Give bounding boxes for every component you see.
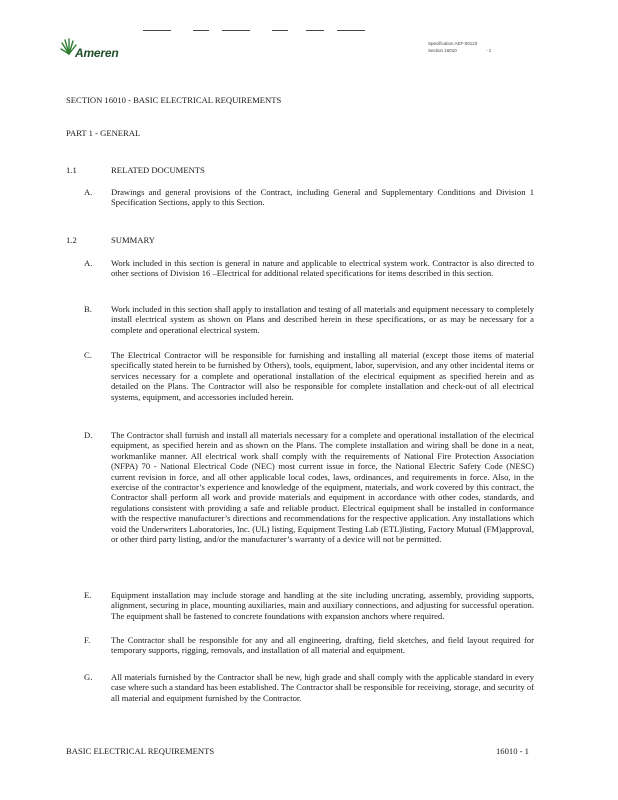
- paragraph-text: Equipment installation may include storage and handling at the site including uncrating, assembly, providing supports, alignment, securing in place, mounting auxiliaries, main and auxiliary connections, and adjusting for successful operation. The equipment shall be fastened to concrete foundations with expansion anchors where required.: [111, 590, 534, 621]
- paragraph-letter: A.: [84, 187, 93, 197]
- spec-section: Section 16010: [428, 48, 457, 53]
- paragraph-text: Work included in this section shall apply to installation and testing of all materials and equipment necessary to completely install electrical system as shown on Plans and described herein in these specifications, or as may be necessary for a complete and operational electrical system.: [111, 304, 534, 335]
- article-number: 1.1: [66, 165, 77, 175]
- header-rule-6: [337, 30, 365, 31]
- spec-number: Specification AEF-00123: [428, 41, 478, 46]
- header-rule-1: [143, 30, 171, 31]
- header-rule-3: [222, 30, 250, 31]
- article-number: 1.2: [66, 235, 77, 245]
- header-rule-4: [272, 30, 288, 31]
- spec-page: - 1: [486, 48, 492, 53]
- article-title: RELATED DOCUMENTS: [111, 165, 205, 175]
- footer-page-number: 16010 - 1: [496, 746, 529, 756]
- paragraph-letter: E.: [84, 590, 92, 600]
- paragraph-letter: G.: [84, 672, 93, 682]
- paragraph-text: The Contractor shall be responsible for any and all engineering, drafting, field sketches, and field layout required for temporary supports, rigging, removals, and installation of all material and equipment.: [111, 635, 534, 656]
- paragraph-text: The Contractor shall furnish and install all materials necessary for a complete and operational installation of the electrical equipment, as specified herein and as shown on the Plans. The complete installation and wiring shall be done in a neat, workmanlike manner. All electrical work shall comply with the requirements of National Fire Protection Association (NFPA) 70 - National Electrical Code (NEC) most current issue in force, the National Electric Safety Code (NESC) current revision in force, and all other applicable local codes, laws, ordinances, and requirements in force. Also, in the exercise of the contractor’s experience and knowledge of the equipment, materials, and work covered by this contract, the Contractor shall perform all work and provide materials and equipment in accordance with other codes, standards, and regulations consistent with providing a safe and reliable product. Electrical equipment shall be installed in conformance with the respective manufacturer’s directions and recommendations for the respective application. Any installations which void the Underwriters Laboratories, Inc. (UL) listing, Equipment Testing Lab (ETL)listing, Factory Mutual (FM)approval, or other third party listing, and/or the manufacturer’s warranty of a device will not be permitted.: [111, 430, 534, 545]
- paragraph-letter: D.: [84, 430, 93, 440]
- logo-wordmark: Ameren: [75, 46, 119, 60]
- paragraph-text: Drawings and general provisions of the Contract, including General and Supplementary Conditions and Division 1 Specification Sections, apply to this Section.: [111, 187, 534, 208]
- ameren-logo: [60, 38, 140, 62]
- paragraph-text: Work included in this section is general in nature and applicable to electrical system work. Contractor is also directed to other sections of Division 16 –Electrical for additional related specifications for items described in this section.: [111, 258, 534, 279]
- paragraph-letter: F.: [84, 635, 91, 645]
- paragraph-text: The Electrical Contractor will be responsible for furnishing and installing all material (except those items of material specifically stated herein to be furnished by Others), tools, equipment, labor, supervision, and any other incidental items or services necessary for a complete and operational installation of the electrical equipment as specified herein and as detailed on the Plans. The Contractor will also be responsible for complete installation and check-out of all electrical systems, equipment, and accessories included herein.: [111, 350, 534, 402]
- paragraph-letter: C.: [84, 350, 92, 360]
- header-rule-2: [193, 30, 209, 31]
- article-title: SUMMARY: [111, 235, 155, 245]
- footer-title: BASIC ELECTRICAL REQUIREMENTS: [66, 746, 215, 756]
- spec-meta: [428, 40, 538, 54]
- paragraph-letter: A.: [84, 258, 93, 268]
- paragraph-text: All materials furnished by the Contractor shall be new, high grade and shall comply with the applicable standard in every case where such a standard has been established. The Contractor shall be responsible for receiving, storage, and security of all material and equipment furnished by the Contractor.: [111, 672, 534, 703]
- part-title: PART 1 - GENERAL: [66, 128, 141, 138]
- paragraph-letter: B.: [84, 304, 92, 314]
- header-rule-5: [306, 30, 324, 31]
- section-title: SECTION 16010 - BASIC ELECTRICAL REQUIREMENTS: [66, 95, 282, 105]
